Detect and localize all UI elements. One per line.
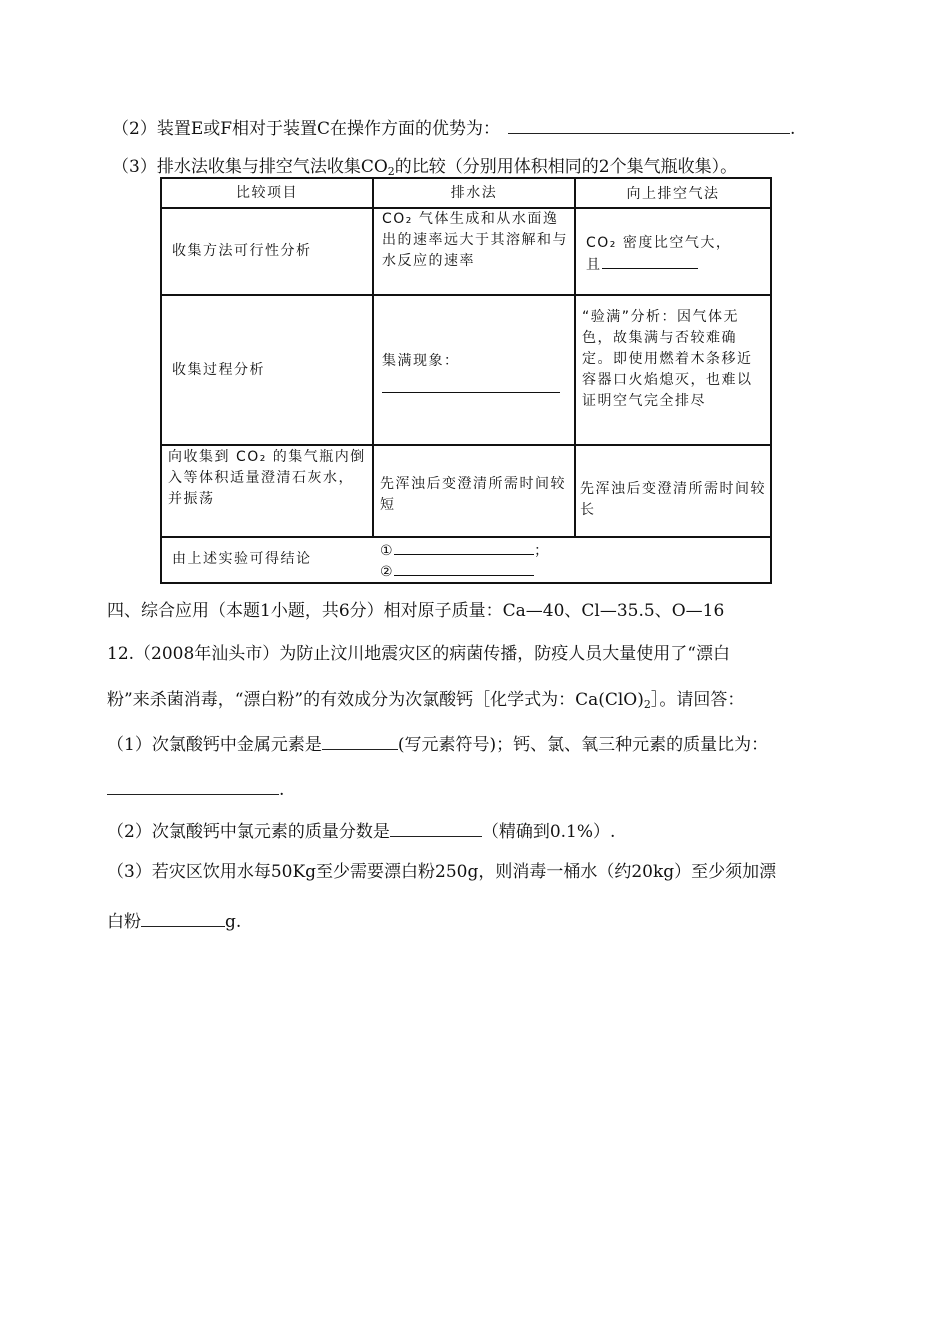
header-compare-item: 比较项目 (236, 185, 298, 201)
row4-conclusions (380, 540, 760, 582)
q12-part1-ratio (107, 778, 284, 801)
q12-p3b-b: g. (225, 912, 242, 932)
row3-water: 先浑浊后变澄清所需时间较短 (380, 476, 566, 513)
row4-label: 由上述实验可得结论 (172, 551, 312, 567)
q12-line2-sub: 2 (643, 698, 651, 711)
q12-line2-b: ］。请回答： (650, 690, 745, 710)
table-rule (162, 294, 770, 296)
q2-answer-blank[interactable] (508, 117, 790, 134)
q12-part3b (107, 910, 241, 933)
q3-sub: 2 (387, 165, 395, 178)
q12-line1: 12.（2008年汕头市）为防止汶川地震灾区的病菌传播，防疫人员大量使用了“漂白 (107, 644, 730, 664)
q12-p1-a: （1）次氯酸钙中金属元素是 (107, 735, 322, 755)
conclusion-2-mark: ② (380, 564, 395, 580)
row1-label: 收集方法可行性分析 (172, 243, 312, 259)
q12-p2-blank[interactable] (390, 820, 482, 837)
q3-text-b: 的比较（分别用体积相同的2个集气瓶收集）。 (394, 157, 738, 177)
row2-label: 收集过程分析 (172, 362, 265, 378)
q3-line (112, 156, 737, 178)
row3-air: 先浑浊后变澄清所需时间较长 (580, 481, 766, 518)
q12-p2-b: （精确到0.1%）. (481, 822, 616, 842)
q12-part1 (107, 733, 768, 756)
row2-water (382, 351, 568, 400)
q12-part3: （3）若灾区饮用水每50Kg至少需要漂白粉250g，则消毒一桶水（约20kg）至少须加漂 (107, 862, 777, 882)
q12-p3-blank[interactable] (141, 910, 225, 927)
row2-air: “验满”分析：因气体无色，故集满与否较难确定。即使用燃着木条移近容器口火焰熄灭，也难以证明空气完全排尽 (582, 309, 753, 409)
header-water-method: 排水法 (450, 185, 498, 201)
q12-p1-b: (写元素符号)；钙、氯、氧三种元素的质量比为： (397, 735, 769, 755)
q12-p2-a: （2）次氯酸钙中氯元素的质量分数是 (107, 822, 390, 842)
row1-air (586, 233, 766, 276)
conclusion-1-mark: ① (380, 543, 395, 559)
q2-line (112, 117, 795, 140)
q12-line2 (107, 689, 744, 711)
row1-air-text: CO₂ 密度比空气大， (586, 235, 732, 251)
comparison-table (160, 177, 772, 584)
row2-water-text: 集满现象： (382, 353, 460, 369)
row1-water: CO₂ 气体生成和从水面逸出的速率远大于其溶解和与水反应的速率 (382, 211, 568, 269)
q12-p1-end: . (279, 780, 285, 800)
header-air-method: 向上排空气法 (626, 186, 720, 202)
q2-text: （2）装置E或F相对于装置C在操作方面的优势为： (112, 119, 501, 139)
q2-end: . (790, 119, 796, 139)
q12-ratio-blank[interactable] (107, 778, 279, 795)
q12-p3b-a: 白粉 (107, 912, 141, 932)
table-rule (372, 179, 374, 536)
row1-air-blank[interactable] (602, 254, 698, 269)
q12-line2-a: 粉”来杀菌消毒，“漂白粉”的有效成分为次氯酸钙［化学式为：Ca(ClO) (107, 690, 644, 710)
row1-air-qie: 且 (586, 257, 602, 273)
row3-label: 向收集到 CO₂ 的集气瓶内倒入等体积适量澄清石灰水，并振荡 (168, 449, 366, 507)
q3-text-a: （3）排水法收集与排空气法收集CO (112, 157, 388, 177)
conclusion-2-blank[interactable] (394, 561, 534, 576)
q12-p1-blank[interactable] (322, 733, 398, 750)
section4-heading: 四、综合应用（本题1小题，共6分）相对原子质量：Ca—40、Cl—35.5、O—16 (107, 601, 725, 621)
row2-water-blank[interactable] (382, 378, 560, 393)
conclusion-1-end: ； (534, 543, 550, 559)
table-rule (162, 536, 770, 538)
table-rule (162, 444, 770, 446)
q12-part2 (107, 820, 615, 843)
conclusion-1-blank[interactable] (394, 540, 534, 555)
table-rule (574, 179, 576, 536)
